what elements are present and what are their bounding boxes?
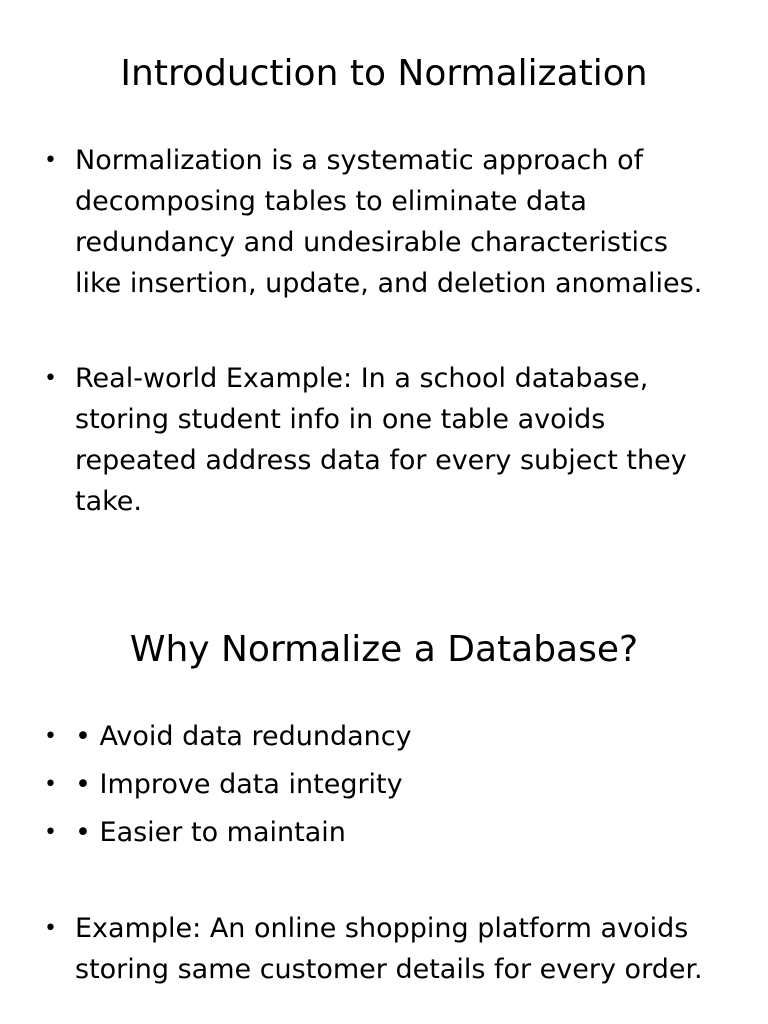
bullet-dot-icon: • — [44, 916, 57, 941]
bullet-dot-icon: • — [44, 772, 57, 797]
list-item — [44, 140, 745, 304]
bullet-dot-icon: • — [44, 724, 57, 749]
bullet-dot-icon: • — [44, 148, 57, 173]
list-item — [44, 764, 745, 805]
bullet-dot-icon: • — [44, 366, 57, 391]
list-item — [44, 358, 745, 522]
bullet-text: • Improve data integrity — [75, 769, 403, 800]
bullet-text: Normalization is a systematic approach of decomposing tables to eliminate data redundancy and undesirable characteristics like insertion, update, and deletion anomalies. — [75, 145, 703, 299]
slide-why-normalize — [0, 576, 768, 1024]
bullet-text: • Easier to maintain — [75, 817, 346, 848]
list-item — [44, 812, 745, 853]
list-item — [44, 908, 745, 990]
slide-title: Why Normalize a Database? — [129, 629, 639, 670]
slide-title: Introduction to Normalization — [120, 53, 648, 94]
bullet-text: Example: An online shopping platform avoids storing same customer details for every order. — [75, 913, 703, 985]
bullet-text: • Avoid data redundancy — [75, 721, 412, 752]
list-item — [44, 716, 745, 757]
bullet-text: Real-world Example: In a school database, storing student info in one table avoids repeated address data for every subject they take. — [75, 363, 687, 517]
bullet-dot-icon: • — [44, 820, 57, 845]
